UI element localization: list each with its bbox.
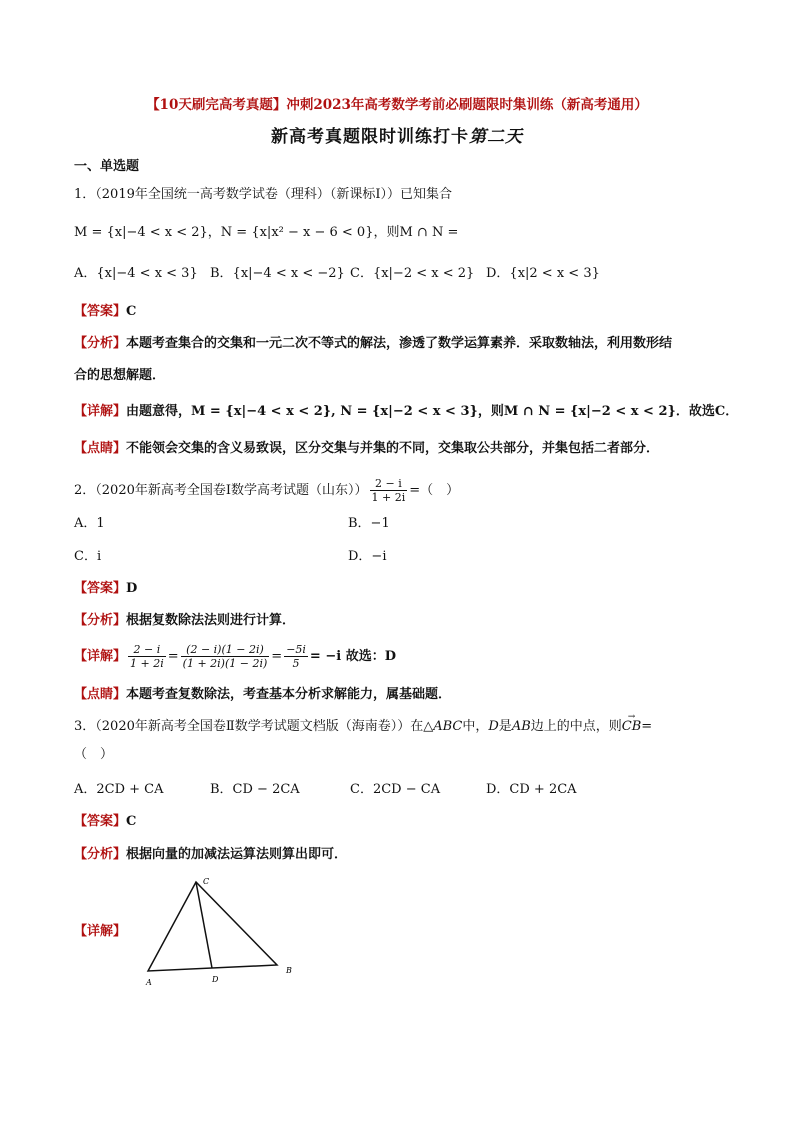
label-b: B — [286, 966, 292, 975]
subtitle-main: 新高考真题限时训练打卡 — [271, 127, 469, 147]
q2-stem-tail: =（ ） — [409, 483, 460, 498]
q2-option-b: B．−1 — [348, 516, 390, 531]
q3-vector-cb: → CB — [622, 718, 642, 736]
q2-detail: 【详解】 $\frac{2 - i}{1 + 2i}$ = $\frac{(2 - i)(1 - 2i)}{(1 + 2i)(1 - 2i)}$ = $\frac{-5i}{5}$ = −i 故选：D — [74, 643, 396, 670]
q3-triangle: △ABC — [423, 719, 463, 734]
q2-stem — [74, 477, 459, 504]
detail-tag: 【详解】 — [74, 649, 127, 664]
q2-option-c: C．i — [74, 549, 102, 564]
q1-analysis — [74, 335, 672, 353]
section-heading: 一、单选题 — [74, 159, 140, 174]
detail-fraction-2 — [181, 643, 270, 670]
detail-tail: = −i 故选：D — [309, 649, 396, 664]
q1-detail — [74, 403, 738, 421]
q2-answer — [74, 580, 137, 598]
q3-answer — [74, 813, 136, 831]
note-text: 不能领会交集的含义易致误，区分交集与并集的不同，交集取公共部分，并集包括二者部分． — [126, 441, 660, 456]
fraction-numerator: (2 − i)(1 − 2i) — [181, 643, 270, 657]
label-d: D — [212, 975, 219, 984]
detail-text: 由题意得，M = {x|−4 < x < 2}, N = {x|−2 < x < 3}，则M ∩ N = {x|−2 < x < 2}．故选C． — [126, 404, 739, 419]
q3-paren: （ ） — [74, 747, 114, 762]
q2-fraction — [370, 477, 408, 504]
q1-note — [74, 440, 659, 458]
q1-option-b: B．{x|−4 < x < −2} — [210, 266, 345, 281]
analysis-text: 本题考查集合的交集和一元二次不等式的解法，渗透了数学运算素养．采取数轴法，利用数形结 — [126, 336, 673, 351]
title-rest: 冲刺2023年高考数学考前必刷题限时集训练（新高考通用） — [286, 97, 648, 113]
note-tag: 【点睛】 — [74, 687, 127, 702]
detail-fraction-1 — [128, 643, 166, 670]
q1-analysis-cont: 合的思想解题． — [74, 368, 166, 383]
q3-option-d: D．CD + 2CA — [486, 782, 577, 797]
fraction-denominator: (1 + 2i)(1 − 2i) — [182, 657, 268, 670]
document-title — [0, 96, 794, 114]
q3-option-c: C．2CD − CA — [350, 782, 441, 797]
q2-analysis — [74, 612, 295, 630]
q2-stem-text: 2．（2020年新高考全国卷Ⅰ数学高考试题（山东）） — [74, 483, 368, 498]
q3-option-b: B．CD − 2CA — [210, 782, 300, 797]
q2-option-a: A．1 — [74, 516, 105, 531]
detail-tag: 【详解】 — [74, 404, 127, 419]
answer-tag: 【答案】 — [74, 581, 127, 596]
q3-stem-midpoint: 边上的中点，则 — [530, 719, 622, 734]
answer-value: C — [126, 814, 137, 829]
fraction-denominator: 5 — [292, 657, 300, 670]
q1-option-d: D．{x|2 < x < 3} — [486, 266, 600, 281]
title-prefix: 【10天刷完高考真题】 — [146, 97, 287, 113]
triangle-abc — [148, 882, 277, 971]
q3-stem-source: 3．（2020年新高考全国卷Ⅱ数学考试题文档版（海南卷））在 — [74, 719, 424, 734]
analysis-tag: 【分析】 — [74, 336, 127, 351]
q3-detail-tag: 【详解】 — [74, 924, 127, 939]
q1-option-a: A．{x|−4 < x < 3} — [74, 266, 198, 281]
answer-tag: 【答案】 — [74, 304, 127, 319]
fraction-numerator: −5i — [286, 643, 306, 656]
q3-equals: = — [641, 719, 653, 734]
q1-stem: 1．（2019年全国统一高考数学试卷（理科）（新课标Ⅰ））已知集合 — [74, 187, 452, 202]
subtitle-italic: 第二天 — [469, 127, 523, 147]
answer-value: D — [126, 581, 138, 596]
q3-option-a: A．2CD + CA — [74, 782, 164, 797]
fraction-numerator: 2 − i — [370, 477, 408, 491]
fraction-denominator: 1 + 2i — [130, 657, 164, 670]
fraction-denominator: 1 + 2i — [371, 491, 406, 504]
q3-stem-in: 中， — [462, 719, 489, 734]
q1-option-c: C．{x|−2 < x < 2} — [350, 266, 475, 281]
q2-option-d: D．−i — [348, 549, 387, 564]
q3-segment-ab: AB — [511, 719, 531, 734]
analysis-tag: 【分析】 — [74, 847, 127, 862]
analysis-text: 根据向量的加减法运算法则算出即可． — [126, 847, 348, 862]
q3-analysis — [74, 846, 347, 864]
label-a: A — [146, 978, 152, 987]
q3-stem — [74, 718, 652, 736]
document-subtitle — [0, 128, 794, 146]
note-tag: 【点睛】 — [74, 441, 127, 456]
analysis-tag: 【分析】 — [74, 613, 127, 628]
q3-stem-is: 是 — [498, 719, 512, 734]
triangle-figure — [140, 872, 310, 992]
answer-value: C — [126, 304, 137, 319]
q1-sets: M = {x|−4 < x < 2}，N = {x|x² − x − 6 < 0}，则M ∩ N = — [74, 225, 459, 240]
q2-note — [74, 686, 451, 704]
note-text: 本题考查复数除法，考查基本分析求解能力，属基础题． — [126, 687, 452, 702]
label-c: C — [203, 877, 210, 886]
q1-answer — [74, 303, 136, 321]
q3-point-d: D — [488, 719, 499, 734]
fraction-numerator: 2 − i — [128, 643, 166, 657]
detail-fraction-3 — [284, 643, 308, 670]
answer-tag: 【答案】 — [74, 814, 127, 829]
analysis-text: 根据复数除法法则进行计算． — [126, 613, 296, 628]
